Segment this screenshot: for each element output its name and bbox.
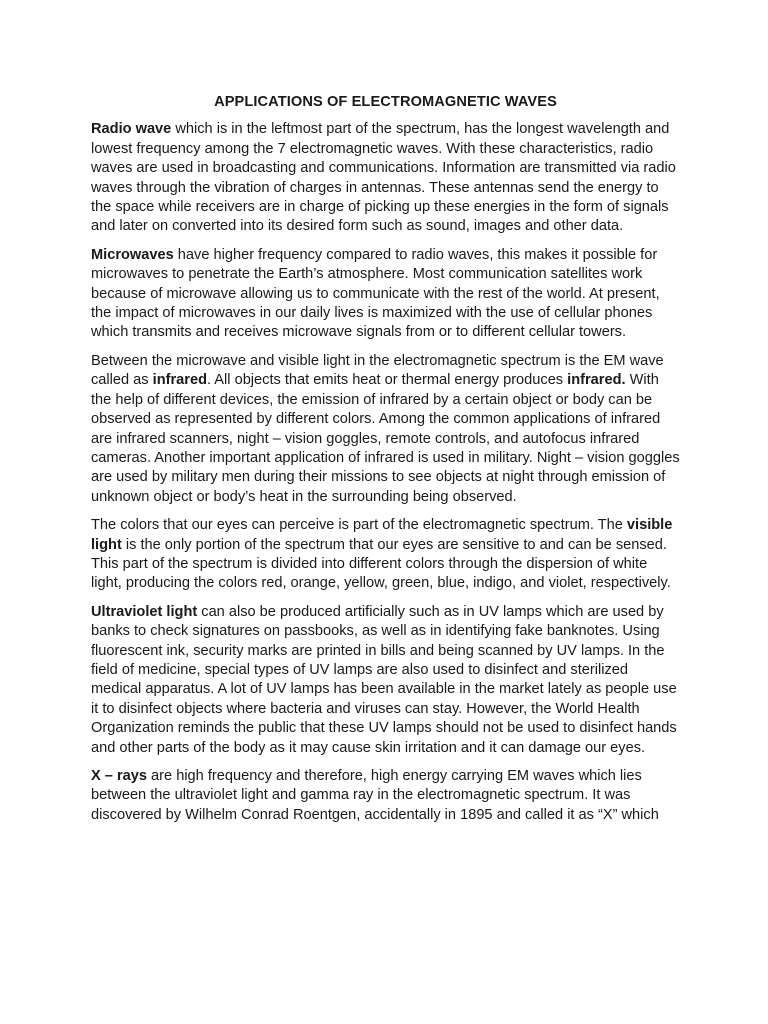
paragraph-text: is the only portion of the spectrum that our eyes are sensitive to and can be sensed. This part of the spectrum is divided into different colors through the dispersion of white light, producing the colors red, orange, yellow, green, blue, indigo, and violet, respectively.: [91, 536, 671, 592]
page-title: APPLICATIONS OF ELECTROMAGNETIC WAVES: [214, 94, 557, 110]
paragraph-text: can also be produced artificially such as in UV lamps which are used by banks to check signatures on passbooks, as well as in identifying fake banknotes. Using fluorescent ink, security marks are printed in bills and being scanned by UV lamps. In the field of medicine, special types of UV lamps are also used to disinfect and sterilized medical apparatus. A lot of UV lamps has been available in the market lately as people use it to disinfect objects where bacteria and viruses can stay. However, the World Health Organization reminds the public that these UV lamps should not be used to disinfect hands and other parts of the body as it may cause skin irritation and it can damage our eyes.: [91, 603, 677, 756]
paragraph-text: have higher frequency compared to radio waves, this makes it possible for microwaves to penetrate the Earth’s atmosphere. Most communication satellites work because of microwave allowing us to communicate with the rest of the world. At present, the impact of microwaves in our daily lives is maximized with the use of cellular phones which transmits and receives microwave signals from or to different cellular towers.: [91, 246, 660, 341]
term-visible-light: visible light: [91, 517, 673, 553]
paragraph-text: The colors that our eyes can perceive is part of the electromagnetic spectrum. The: [91, 517, 627, 534]
term-infrared-2: infrared.: [567, 372, 626, 389]
paragraph-radio-wave: [91, 120, 680, 236]
paragraph-x-rays: [91, 767, 680, 825]
paragraph-ultraviolet: [91, 603, 680, 758]
term-x-rays: X – rays: [91, 768, 147, 784]
paragraph-infrared: [91, 352, 680, 507]
paragraph-microwaves: [91, 246, 680, 343]
paragraph-visible-light: [91, 516, 680, 594]
paragraph-text: which is in the leftmost part of the spectrum, has the longest wavelength and lowest frequency among the 7 electromagnetic waves. With these characteristics, radio waves are used in broadcasting and communications. Information are transmitted via radio waves through the vibration of charges in antennas. These antennas send the energy to the space while receivers are in charge of picking up these energies in the form of signals and later on converted into its desired form such as sound, images and other data.: [91, 121, 676, 235]
term-radio-wave: Radio wave: [91, 121, 172, 138]
paragraph-text: With the help of different devices, the emission of infrared by a certain object or body can be observed as represented by different colors. Among the common applications of infrared are infrared scanners, night – vision goggles, remote controls, and autofocus infrared cameras. Another important application of infrared is used in military. Night – vision goggles are used by military men during their missions to see objects at night through emission of unknown object or body’s heat in the surrounding being observed.: [91, 372, 680, 505]
term-microwaves: Microwaves: [91, 246, 174, 263]
document-body: [91, 93, 680, 834]
paragraph-text: Between the microwave and visible light in the electromagnetic spectrum is the EM wave called as: [91, 352, 664, 389]
term-infrared: infrared: [152, 372, 207, 389]
paragraph-text: . All objects that emits heat or thermal energy produces: [207, 372, 568, 389]
paragraph-text: are high frequency and therefore, high energy carrying EM waves which lies between the ultraviolet light and gamma ray in the electromagnetic spectrum. It was discovered by Wilhelm Conrad Roentgen, accidentally in 1895 and called it as “X” which: [91, 768, 659, 823]
term-ultraviolet-light: Ultraviolet light: [91, 603, 198, 620]
